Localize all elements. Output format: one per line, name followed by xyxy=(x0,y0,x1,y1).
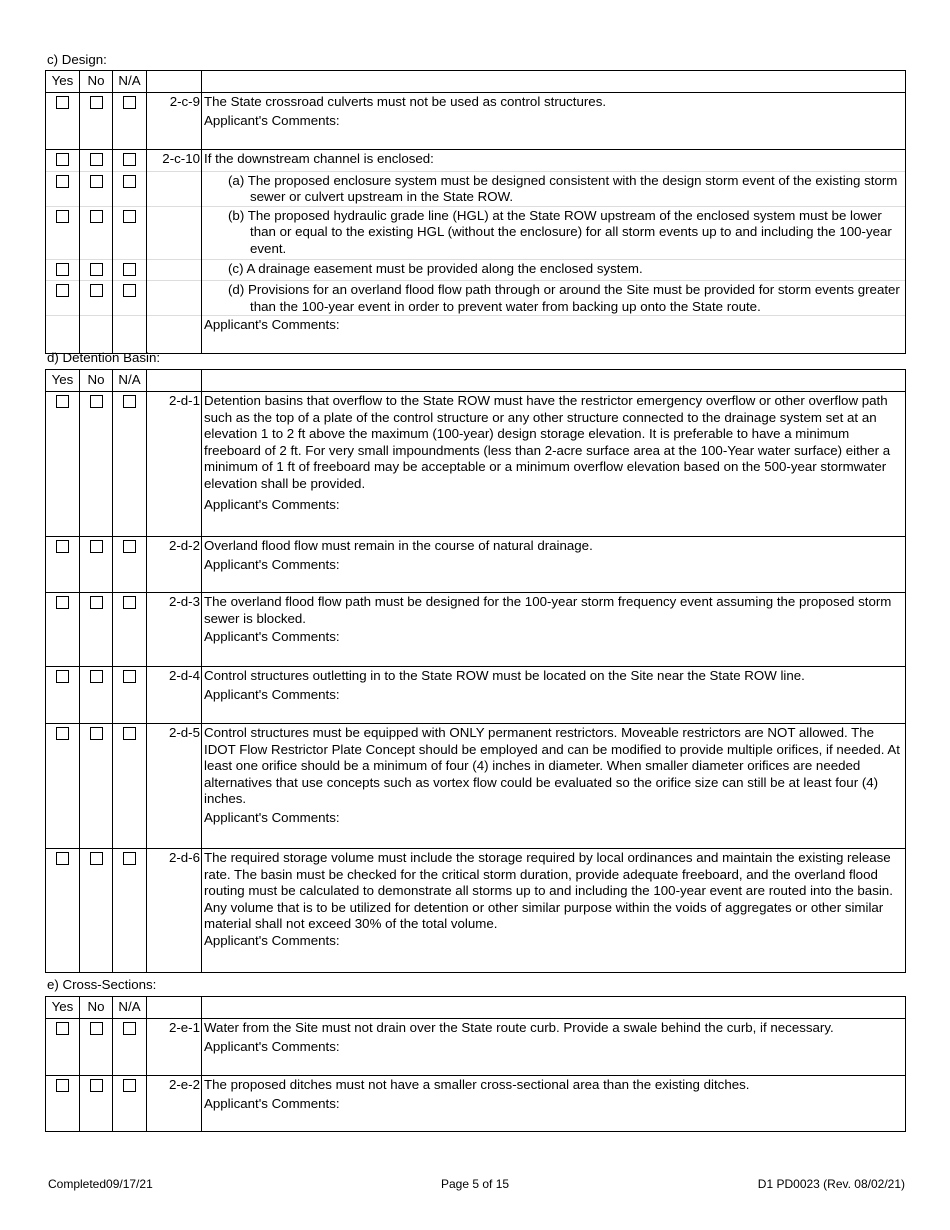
na-checkbox[interactable] xyxy=(123,395,136,408)
table-subrow xyxy=(46,206,906,259)
yes-checkbox[interactable] xyxy=(56,263,69,276)
table-row xyxy=(46,724,906,849)
no-checkbox[interactable] xyxy=(90,670,103,683)
na-header: N/A xyxy=(113,370,147,392)
table-header-row xyxy=(46,71,906,93)
applicant-comments-field[interactable]: Applicant's Comments: xyxy=(204,1038,340,1054)
item-text: The overland flood flow path must be designed for the 100-year storm frequency event assuming the proposed storm sewer is blocked. xyxy=(204,594,892,626)
item-code: 2-c-10 xyxy=(147,150,202,172)
subitem-text: (c) A drainage easement must be provided along the enclosed system. xyxy=(228,260,643,276)
item-cell xyxy=(202,1019,906,1076)
na-header: N/A xyxy=(113,997,147,1019)
no-header: No xyxy=(80,997,113,1019)
yes-checkbox[interactable] xyxy=(56,153,69,166)
table-row xyxy=(46,593,906,667)
yes-header: Yes xyxy=(46,71,80,93)
item-text: The proposed ditches must not have a smaller cross-sectional area than the existing ditches. xyxy=(204,1077,750,1092)
na-checkbox[interactable] xyxy=(123,96,136,109)
applicant-comments-field[interactable]: Applicant's Comments: xyxy=(204,556,340,572)
item-code: 2-d-4 xyxy=(147,667,202,724)
yes-header: Yes xyxy=(46,997,80,1019)
item-code: 2-c-9 xyxy=(147,93,202,150)
no-checkbox[interactable] xyxy=(90,263,103,276)
item-text: The State crossroad culverts must not be used as control structures. xyxy=(204,94,607,109)
na-checkbox[interactable] xyxy=(123,153,136,166)
na-checkbox[interactable] xyxy=(123,540,136,553)
table-subrow xyxy=(46,171,906,206)
yes-checkbox[interactable] xyxy=(56,1079,69,1092)
no-checkbox[interactable] xyxy=(90,852,103,865)
item-code: 2-d-1 xyxy=(147,392,202,537)
item-code: 2-d-2 xyxy=(147,537,202,593)
na-checkbox[interactable] xyxy=(123,263,136,276)
footer-completed xyxy=(48,1177,153,1191)
table-header-row xyxy=(46,370,906,392)
text-header xyxy=(202,370,906,392)
text-header xyxy=(202,997,906,1019)
item-cell xyxy=(202,537,906,593)
form-id: D1 PD0023 (Rev. 08/02/21) xyxy=(757,1177,905,1191)
yes-checkbox[interactable] xyxy=(56,175,69,188)
page-number: Page 5 of 15 xyxy=(441,1177,510,1191)
no-checkbox[interactable] xyxy=(90,153,103,166)
item-cell xyxy=(202,667,906,724)
item-text: Control structures outletting in to the State ROW must be located on the Site near the State ROW line. xyxy=(204,668,805,683)
detention-basin-checklist-table xyxy=(45,369,906,973)
design-checklist-table xyxy=(45,70,906,354)
yes-checkbox[interactable] xyxy=(56,540,69,553)
yes-checkbox[interactable] xyxy=(56,1022,69,1035)
section-e-title: e) Cross-Sections: xyxy=(47,977,157,992)
item-text: Water from the Site must not drain over the State route curb. Provide a swale behind the curb, if necessary. xyxy=(204,1020,834,1035)
completed-label: Completed xyxy=(48,1177,107,1191)
na-checkbox[interactable] xyxy=(123,1022,136,1035)
table-row xyxy=(46,1019,906,1076)
section-c-title: c) Design: xyxy=(47,52,107,67)
no-checkbox[interactable] xyxy=(90,96,103,109)
code-header xyxy=(147,997,202,1019)
no-checkbox[interactable] xyxy=(90,727,103,740)
item-cell xyxy=(202,1076,906,1132)
no-checkbox[interactable] xyxy=(90,395,103,408)
yes-checkbox[interactable] xyxy=(56,852,69,865)
table-subrow xyxy=(46,316,906,354)
item-cell xyxy=(202,724,906,849)
yes-checkbox[interactable] xyxy=(56,284,69,297)
no-header: No xyxy=(80,370,113,392)
subitem-text: (d) Provisions for an overland flood flow path through or around the Site must be provided for storm events greater than the 100-year event in order to prevent water from backing up onto the State route. xyxy=(228,282,900,314)
item-cell xyxy=(202,93,906,150)
na-checkbox[interactable] xyxy=(123,210,136,223)
text-header xyxy=(202,71,906,93)
no-checkbox[interactable] xyxy=(90,1022,103,1035)
table-row xyxy=(46,537,906,593)
no-header: No xyxy=(80,71,113,93)
subitem-text: (b) The proposed hydraulic grade line (HGL) at the State ROW upstream of the enclosed system must be lower than or equal to the existing HGL (without the enclosure) for all storm events up to and including the 100-year event. xyxy=(228,207,892,256)
item-cell xyxy=(202,849,906,973)
section-d-title: d) Detention Basin: xyxy=(47,350,161,365)
code-header xyxy=(147,71,202,93)
table-row xyxy=(46,849,906,973)
na-checkbox[interactable] xyxy=(123,596,136,609)
yes-checkbox[interactable] xyxy=(56,96,69,109)
table-header-row xyxy=(46,997,906,1019)
na-checkbox[interactable] xyxy=(123,670,136,683)
item-code: 2-d-5 xyxy=(147,724,202,849)
code-header xyxy=(147,370,202,392)
table-subrow xyxy=(46,281,906,316)
na-checkbox[interactable] xyxy=(123,852,136,865)
table-row xyxy=(46,93,906,150)
na-checkbox[interactable] xyxy=(123,175,136,188)
no-checkbox[interactable] xyxy=(90,284,103,297)
item-code: 2-d-3 xyxy=(147,593,202,667)
applicant-comments-field[interactable]: Applicant's Comments: xyxy=(204,112,340,128)
table-row xyxy=(46,392,906,537)
applicant-comments-field[interactable]: Applicant's Comments: xyxy=(204,497,340,512)
table-row xyxy=(46,667,906,724)
yes-checkbox[interactable] xyxy=(56,395,69,408)
no-checkbox[interactable] xyxy=(90,596,103,609)
item-text: Control structures must be equipped with ONLY permanent restrictors. Moveable restrictors are NOT allowed. The IDOT Flow Restrictor Plate Concept should be employed and can be modified to provide multiple orifices, if needed. At least one orifice should be a minimum of four (4) inches in diameter. When smaller diameter orifices are needed alternatives that use concepts such as vortex flow could be evaluated so the orifice size can still be at least four (4) inches. xyxy=(204,725,900,806)
item-text: Overland flood flow must remain in the course of natural drainage. xyxy=(204,538,593,553)
applicant-comments-field[interactable]: Applicant's Comments: xyxy=(204,809,340,825)
item-text: The required storage volume must include the storage required by local ordinances and maintain the existing release rate. The basin must be checked for the critical storm duration, provide adequate freeboard, and the overland flood routing must be calculated to demonstrate all storms up to and including the 100-year event are routed into the basin. Any volume that is to be utilized for detention or other similar purpose within the voids of aggregates or other similar material shall not exceed 30% of the total volume. xyxy=(204,850,893,931)
no-checkbox[interactable] xyxy=(90,540,103,553)
table-subrow xyxy=(46,259,906,281)
no-checkbox[interactable] xyxy=(90,210,103,223)
table-row xyxy=(46,1076,906,1132)
na-checkbox[interactable] xyxy=(123,1079,136,1092)
no-checkbox[interactable] xyxy=(90,1079,103,1092)
cross-sections-checklist-table xyxy=(45,996,906,1132)
applicant-comments-field[interactable]: Applicant's Comments: xyxy=(204,629,340,644)
item-cell xyxy=(202,392,906,537)
yes-checkbox[interactable] xyxy=(56,670,69,683)
na-checkbox[interactable] xyxy=(123,727,136,740)
applicant-comments-field[interactable]: Applicant's Comments: xyxy=(204,686,340,702)
na-header: N/A xyxy=(113,71,147,93)
yes-header: Yes xyxy=(46,370,80,392)
na-checkbox[interactable] xyxy=(123,284,136,297)
applicant-comments-field[interactable]: Applicant's Comments: xyxy=(204,317,340,332)
applicant-comments-field[interactable]: Applicant's Comments: xyxy=(204,932,340,948)
yes-checkbox[interactable] xyxy=(56,596,69,609)
no-checkbox[interactable] xyxy=(90,175,103,188)
item-text: If the downstream channel is enclosed: xyxy=(202,150,906,172)
table-row xyxy=(46,150,906,172)
completed-date-field[interactable]: 09/17/21 xyxy=(106,1177,153,1191)
yes-checkbox[interactable] xyxy=(56,727,69,740)
item-code: 2-e-2 xyxy=(147,1076,202,1132)
yes-checkbox[interactable] xyxy=(56,210,69,223)
applicant-comments-field[interactable]: Applicant's Comments: xyxy=(204,1095,340,1111)
item-code: 2-d-6 xyxy=(147,849,202,973)
item-cell xyxy=(202,593,906,667)
subitem-text: (a) The proposed enclosure system must be designed consistent with the design storm event of the existing storm sewer or culvert upstream in the State ROW. xyxy=(228,172,898,204)
item-code: 2-e-1 xyxy=(147,1019,202,1076)
item-text: Detention basins that overflow to the State ROW must have the restrictor emergency overflow or other overflow path such as the top of a plate of the control structure or any other structure connected to the drainage system set at an elevation 1 to 2 ft above the maximum (100-year) design storage elevation. It is preferable to have a minimum freeboard of 2 ft. For very small impoundments (less than 2-acre surface area at the 100-Year water surface) either a minimum of 1 ft of freeboard may be acceptable or a minimum overflow elevation based on the 500-year stormwater elevation shall be provided. xyxy=(204,393,891,491)
